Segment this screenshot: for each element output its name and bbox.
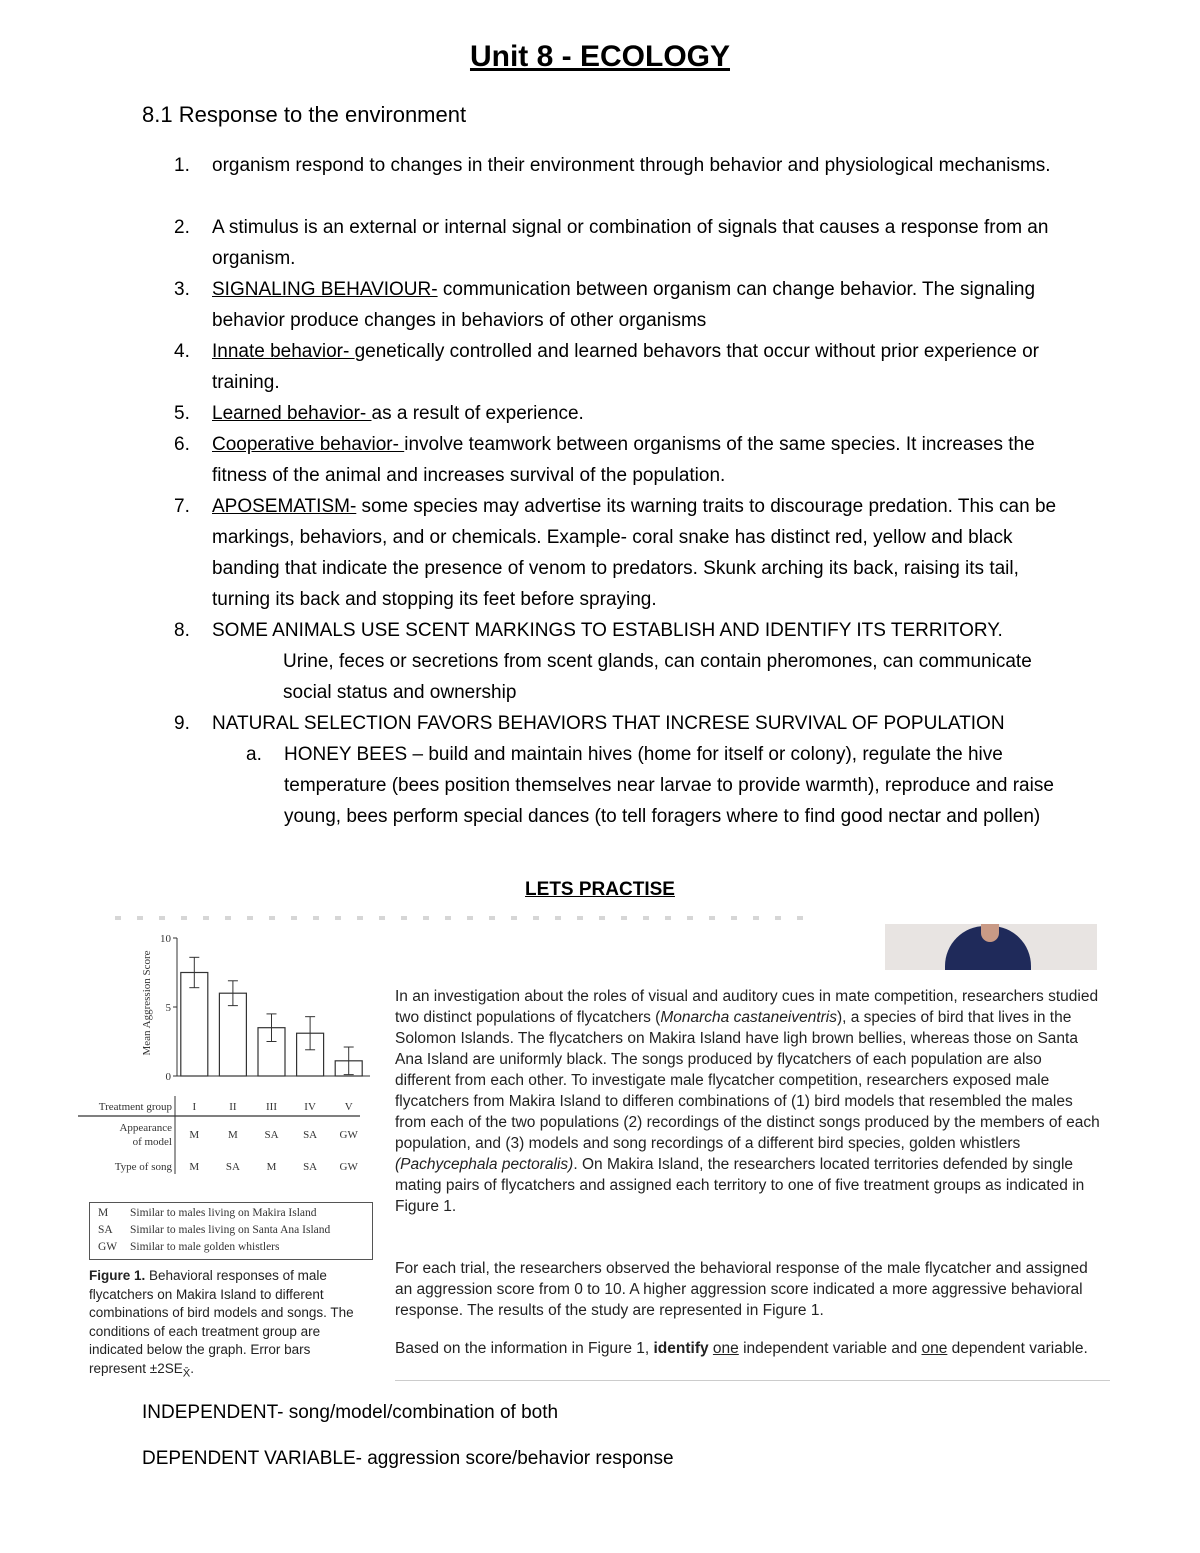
y-ticks [160,933,177,1083]
item-term: Learned behavior- [212,403,372,424]
item-text [212,274,1072,336]
item-text: organism respond to changes in their environment through behavior and physiological mechanisms. [212,155,1051,176]
item-definition: genetically controlled and learned behavors that occur without prior experience or training. [212,341,1039,393]
item-definition: some species may advertise its warning traits to discourage predation. This can be markings, behaviors, and or chemicals. Example- coral snake has distinct red, yellow and black banding that indicate the presence of venom to predators. Skunk arching its back, raising its tail, turning its back and stopping its feet before spraying. [212,496,1057,610]
x-tick-label: II [229,1101,237,1113]
x-tick-label: III [266,1101,277,1113]
sub-item-text: HONEY BEES – build and maintain hives (home for itself or colony), regulate the hive temperature (bees position themselves near larvae to provide warmth), reproduce and raise young, bees perform special dances (to tell foragers where to find good nectar and pollen) [284,744,1054,827]
item-text [212,429,1072,491]
item-term: Cooperative behavior- [212,434,405,455]
practise-heading: LETS PRACTISE [525,879,675,900]
y-tick-label: 10 [160,933,171,945]
legend-desc: Similar to male golden whistlers [130,1241,280,1253]
item-detail: Urine, feces or secretions from scent glands, can contain pheromones, can communicate social status and ownership [283,651,1032,703]
item-text [212,491,1072,615]
table-cell-appearance: SA [303,1129,318,1141]
caption-end: . [190,1360,194,1376]
legend-key: SA [98,1224,113,1236]
y-tick-label: 0 [165,1071,171,1083]
passage-text: . On Makira Island, the researchers located territories defended by single mating pairs of flycatchers and assigned each territory to one of five treatment groups as indicated in Figure 1. [395,1156,1085,1215]
passage-text: ), a species of bird that lives in the Solomon Islands. The flycatchers on Makira Island have ligh brown bellies, whereas those on Santa Ana Island are uniformly black. The songs produced by flycatchers of each population are also different from each other. To investigate male flycatcher competition, researchers exposed male flycatchers from Makira Island to differen combinations of (1) bird models that resembled the males from each of the two populations (2) recordings of the distinct songs produced by the members of each population, and (3) models and song recordings of a different bird species, golden whistlers [395,1009,1100,1152]
x-tick-label: I [192,1101,197,1113]
y-axis-label: Mean Aggression Score [141,950,153,1056]
legend-box [89,1202,373,1260]
item-number: 4. [174,341,190,362]
section-heading: 8.1 Response to the environment [142,102,467,127]
item-number: 3. [174,279,190,300]
passage-paragraph-1 [395,986,1100,1217]
passage-question [395,1338,1100,1359]
item-number: 9. [174,713,190,734]
item-definition: as a result of experience. [371,403,584,424]
video-thumbnail [885,924,1097,970]
item-text: A stimulus is an external or internal signal or combination of signals that causes a response from an organism. [212,217,1049,269]
legend-key: M [98,1207,109,1219]
caption-text: Behavioral responses of male flycatchers on Makira Island to different combinations of bird models and songs. The conditions of each treatment group are indicated below the graph. Error bars represent ±2SE [89,1268,354,1376]
item-number: 8. [174,620,190,641]
x-tick-label: IV [304,1101,316,1113]
y-tick-label: 5 [165,1002,171,1014]
item-text [212,336,1072,398]
item-text: NATURAL SELECTION FAVORS BEHAVIORS THAT INCRESE SURVIVAL OF POPULATION [212,713,1005,734]
table-cell-song: SA [225,1161,240,1173]
sub-item-label: a. [246,744,262,765]
page-title: Unit 8 - ECOLOGY [469,40,730,73]
question-text: independent variable and [738,1340,922,1357]
table-cell-song: M [266,1161,277,1173]
question-text: dependent variable. [947,1340,1088,1357]
item-number: 7. [174,496,190,517]
caption-subscript: X̄ [182,1367,191,1380]
item-term: Innate behavior- [212,341,355,362]
table-cell-appearance: GW [339,1129,358,1141]
item-term: APOSEMATISM- [212,496,357,517]
item-number: 1. [174,155,190,176]
question-emphasis: identify [653,1340,709,1357]
legend-key: GW [98,1241,118,1253]
legend-desc: Similar to males living on Makira Island [130,1207,317,1219]
person-neck [981,924,999,942]
figure-1-chart [70,928,380,1178]
table-cell-song: SA [303,1161,318,1173]
passage-paragraph-2: For each trial, the researchers observed the behavioral response of the male flycatcher and assigned an aggression score from 0 to 10. A higher aggression score indicated a more aggressive behavioral response. The results of the study are represented in Figure 1. [395,1260,1088,1319]
figure-caption [89,1267,369,1383]
row-label-treatment: Treatment group [98,1101,172,1113]
question-underline: one [712,1340,739,1357]
item-number: 6. [174,434,190,455]
table-cell-appearance: M [189,1129,200,1141]
row-label-appearance: Appearance [119,1122,172,1134]
table-cells [189,1101,358,1173]
item-text [212,398,1072,429]
question-text: Based on the information in Figure 1, [395,1340,654,1357]
item-definition: communication between organism can change behavior. The signaling behavior produce changes in behaviors of other organisms [212,279,1036,331]
item-number: 5. [174,403,190,424]
row-label-song: Type of song [114,1161,172,1173]
item-text: SOME ANIMALS USE SCENT MARKINGS TO ESTABLISH AND IDENTIFY ITS TERRITORY. [212,620,1003,641]
scan-artifact [115,916,815,920]
table-cell-appearance: M [228,1129,238,1141]
table-cell-song: M [189,1161,200,1173]
answer-dependent: DEPENDENT VARIABLE- aggression score/behavior response [142,1448,674,1469]
item-term: SIGNALING BEHAVIOUR- [212,279,438,300]
item-number: 2. [174,217,190,238]
caption-label: Figure 1. [89,1268,146,1283]
x-tick-label: V [344,1101,353,1113]
horizontal-rule [395,1380,1110,1381]
question-underline: one [921,1340,948,1357]
species-name: Monarcha castaneiventris [660,1009,837,1026]
row-label-appearance-2: of model [132,1136,172,1148]
answer-independent: INDEPENDENT- song/model/combination of both [142,1402,559,1423]
table-cell-song: GW [339,1161,358,1173]
species-name: (Pachycephala pectoralis) [395,1156,574,1173]
item-definition: involve teamwork between organisms of the same species. It increases the fitness of the animal and increases survival of the population. [212,434,1035,486]
legend-desc: Similar to males living on Santa Ana Island [130,1224,331,1236]
passage-text: In an investigation about the roles of visual and auditory cues in mate competition, researchers studied two distinct populations of flycatchers ( [395,988,1099,1026]
table-cell-appearance: SA [264,1129,279,1141]
